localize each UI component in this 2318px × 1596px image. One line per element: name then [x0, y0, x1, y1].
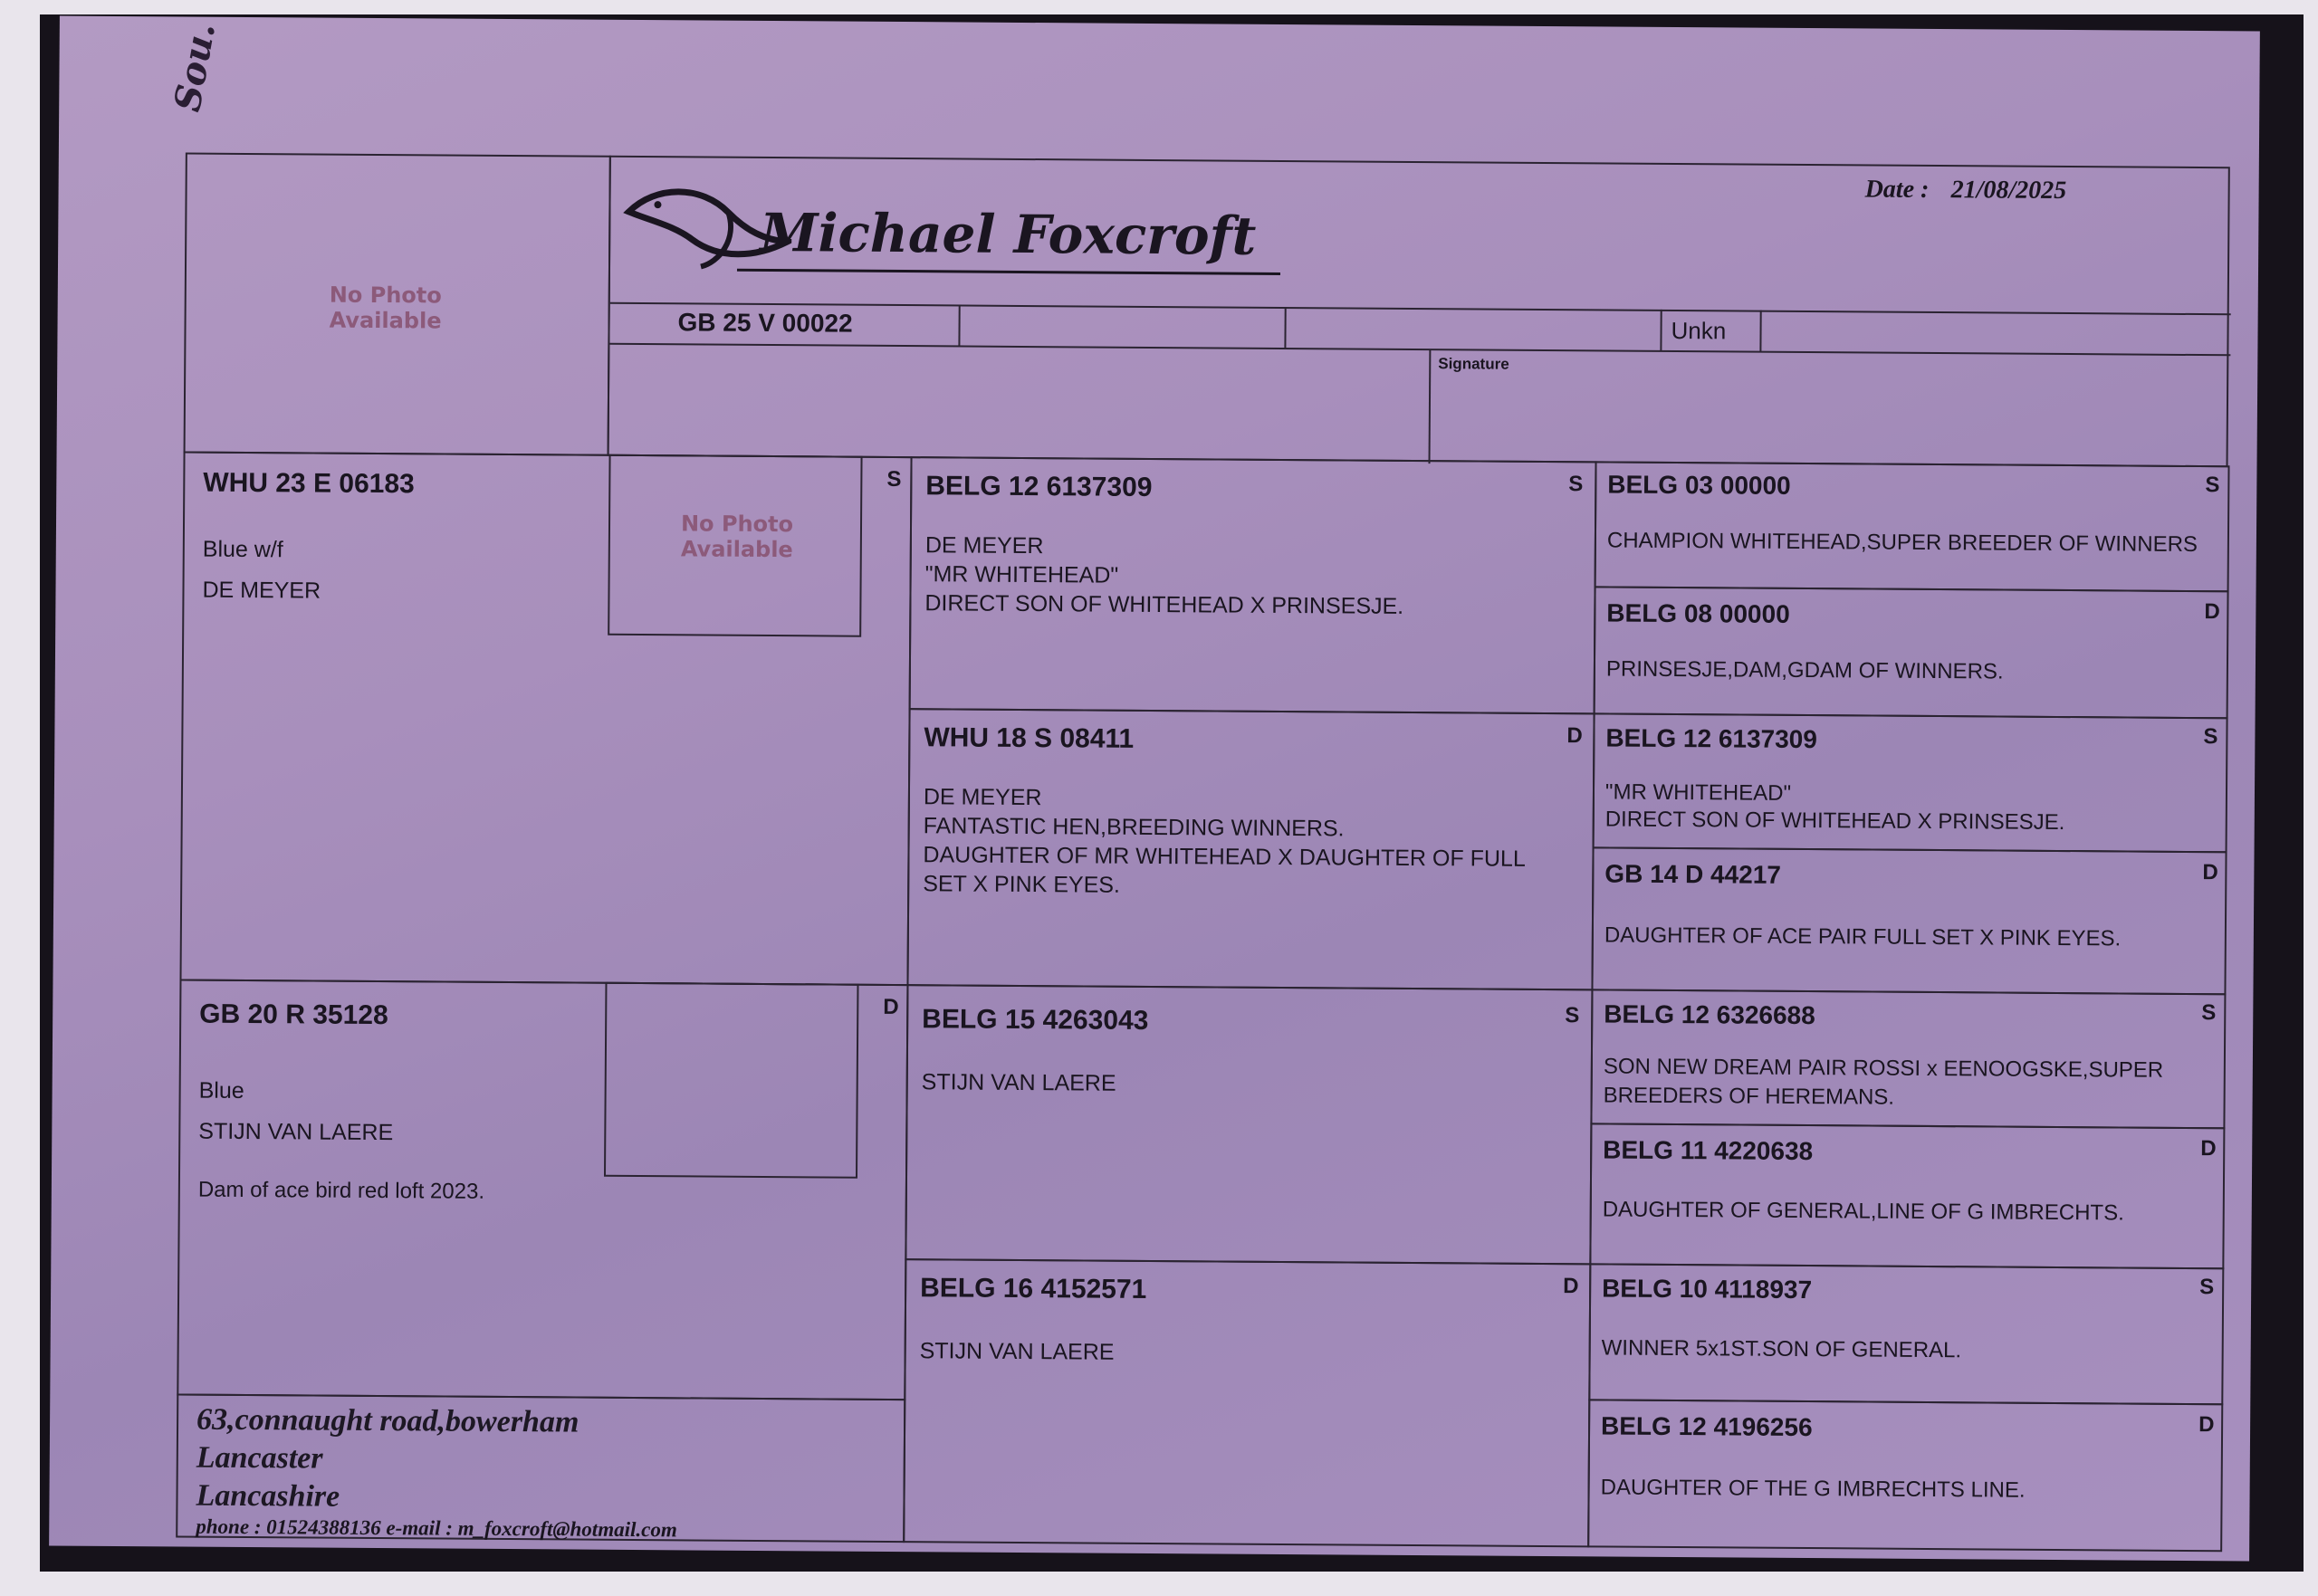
great-grandparent-box: [1594, 586, 2229, 719]
ggp-line: DAUGHTER OF THE G IMBRECHTS LINE.: [1600, 1475, 2026, 1503]
dam-note: Dam of ace bird red loft 2023.: [197, 1177, 485, 1204]
gp-line: "MR WHITEHEAD": [924, 561, 1119, 588]
subject-color-field: Unkn: [1671, 316, 1727, 345]
gp-ring: BELG 16 4152571: [920, 1273, 1147, 1305]
gp-line: STIJN VAN LAERE: [919, 1338, 1115, 1365]
ggp-sex: S: [2203, 724, 2218, 750]
ggp-line: DIRECT SON OF WHITEHEAD X PRINSESJE.: [1604, 807, 2065, 836]
gp-ring: BELG 15 4263043: [922, 1004, 1149, 1036]
gp-line: DAUGHTER OF MR WHITEHEAD X DAUGHTER OF FULL: [923, 842, 1526, 872]
sire-no-photo: No Photo Available: [680, 511, 794, 563]
address-line-1: 63,connaught road,bowerham: [196, 1402, 580, 1439]
sire-photo-box: [608, 454, 862, 637]
header-box: [608, 156, 2230, 467]
dam-ring: GB 20 R 35128: [199, 999, 388, 1031]
contact-line: phone : 01524388136 e-mail : m_foxcroft@hotmail.com: [196, 1515, 677, 1542]
great-grandparent-box: [1590, 989, 2226, 1129]
dam-sex: D: [883, 994, 899, 1020]
ggp-sex: S: [2201, 1000, 2217, 1026]
gp-ring: WHU 18 S 08411: [924, 722, 1135, 754]
no-photo-label: No Photo Available: [329, 282, 442, 334]
ggp-line: PRINSESJE,DAM,GDAM OF WINNERS.: [1605, 656, 2004, 684]
gp-sex: S: [1568, 472, 1584, 497]
grandparent-box: [903, 1258, 1591, 1547]
pedigree-paper: [49, 16, 2260, 1562]
ggp-line: DAUGHTER OF GENERAL,LINE OF G IMBRECHTS.: [1602, 1197, 2124, 1226]
dam-color: Blue: [198, 1077, 244, 1104]
ggp-sex: D: [2198, 1412, 2215, 1438]
great-grandparent-box: [1589, 1123, 2225, 1269]
pedigree-sheet: [176, 153, 2232, 1553]
sire-sex: S: [886, 466, 902, 492]
address-line-3: Lancashire: [196, 1478, 340, 1514]
gp-sex: D: [1566, 723, 1583, 749]
gp-sex: S: [1565, 1003, 1580, 1028]
sep-1: [958, 304, 960, 346]
ggp-line: "MR WHITEHEAD": [1604, 779, 1792, 806]
ggp-ring: GB 14 D 44217: [1604, 859, 1782, 889]
ggp-ring: BELG 12 6137309: [1605, 723, 1818, 754]
gp-line: STIJN VAN LAERE: [921, 1069, 1116, 1096]
grandparent-box: [906, 708, 1595, 990]
footer-box: [176, 1393, 905, 1543]
ggp-line: SON NEW DREAM PAIR ROSSI x EENOOGSKE,SUPER: [1603, 1054, 2164, 1083]
gp-line: DE MEYER: [924, 532, 1044, 559]
grandparent-box: [909, 456, 1597, 714]
sep-4: [1759, 311, 1761, 352]
margin-note: Sou.: [166, 19, 225, 115]
gp-line: DE MEYER: [923, 784, 1042, 811]
sire-color: Blue w/f: [202, 536, 283, 563]
great-grandparent-box: [1591, 846, 2227, 995]
date-label: Date :: [1864, 175, 1930, 204]
brand-name: Michael Foxcroft: [760, 201, 1257, 267]
ring-row-line: [610, 302, 2231, 315]
gp-line: DIRECT SON OF WHITEHEAD X PRINSESJE.: [924, 590, 1404, 619]
dam-photo-box: [604, 982, 858, 1179]
dam-box: [177, 979, 908, 1400]
sire-breeder: DE MEYER: [202, 577, 321, 604]
gp-ring: BELG 12 6137309: [925, 471, 1153, 502]
ggp-line: BREEDERS OF HEREMANS.: [1603, 1083, 1895, 1110]
ggp-line: DAUGHTER OF ACE PAIR FULL SET X PINK EYES.: [1604, 922, 2122, 951]
great-grandparent-box: [1593, 712, 2228, 853]
great-grandparent-box: [1595, 461, 2230, 592]
gp-line: SET X PINK EYES.: [923, 871, 1121, 898]
ggp-ring: BELG 12 6326688: [1604, 999, 1815, 1030]
ggp-ring: BELG 10 4118937: [1602, 1274, 1813, 1305]
sep-3: [1660, 310, 1662, 351]
gp-sex: D: [1563, 1274, 1579, 1299]
ggp-line: WINNER 5x1ST.SON OF GENERAL.: [1601, 1335, 1962, 1363]
ggp-sex: D: [2202, 860, 2218, 885]
sep-2: [1284, 307, 1286, 349]
gp-line: FANTASTIC HEN,BREEDING WINNERS.: [923, 813, 1345, 842]
ggp-sex: D: [2200, 1136, 2217, 1161]
subject-ring-number: GB 25 V 00022: [677, 308, 853, 338]
address-line-2: Lancaster: [196, 1440, 323, 1476]
sire-box: [179, 452, 912, 987]
sire-ring: WHU 23 E 06183: [203, 467, 415, 500]
ggp-ring: BELG 12 4196256: [1600, 1411, 1813, 1442]
dam-breeder: STIJN VAN LAERE: [198, 1118, 394, 1146]
great-grandparent-box: [1587, 1399, 2223, 1552]
ggp-sex: S: [2205, 473, 2220, 498]
signature-label: Signature: [1438, 355, 1509, 373]
top-photo-box: [184, 153, 611, 456]
signature-divider: [1429, 349, 1432, 464]
ggp-ring: BELG 11 4220638: [1603, 1135, 1814, 1166]
ring-row-bottom: [609, 343, 2230, 356]
great-grandparent-box: [1588, 1263, 2224, 1405]
ggp-sex: S: [2199, 1275, 2215, 1300]
brand-underline: [737, 269, 1280, 275]
grandparent-box: [905, 984, 1593, 1265]
ggp-ring: BELG 08 00000: [1606, 598, 1790, 628]
ggp-sex: D: [2204, 599, 2220, 625]
date-value: 21/08/2025: [1950, 176, 2067, 205]
ggp-line: CHAMPION WHITEHEAD,SUPER BREEDER OF WINNERS: [1606, 528, 2198, 558]
ggp-ring: BELG 03 00000: [1607, 470, 1791, 500]
